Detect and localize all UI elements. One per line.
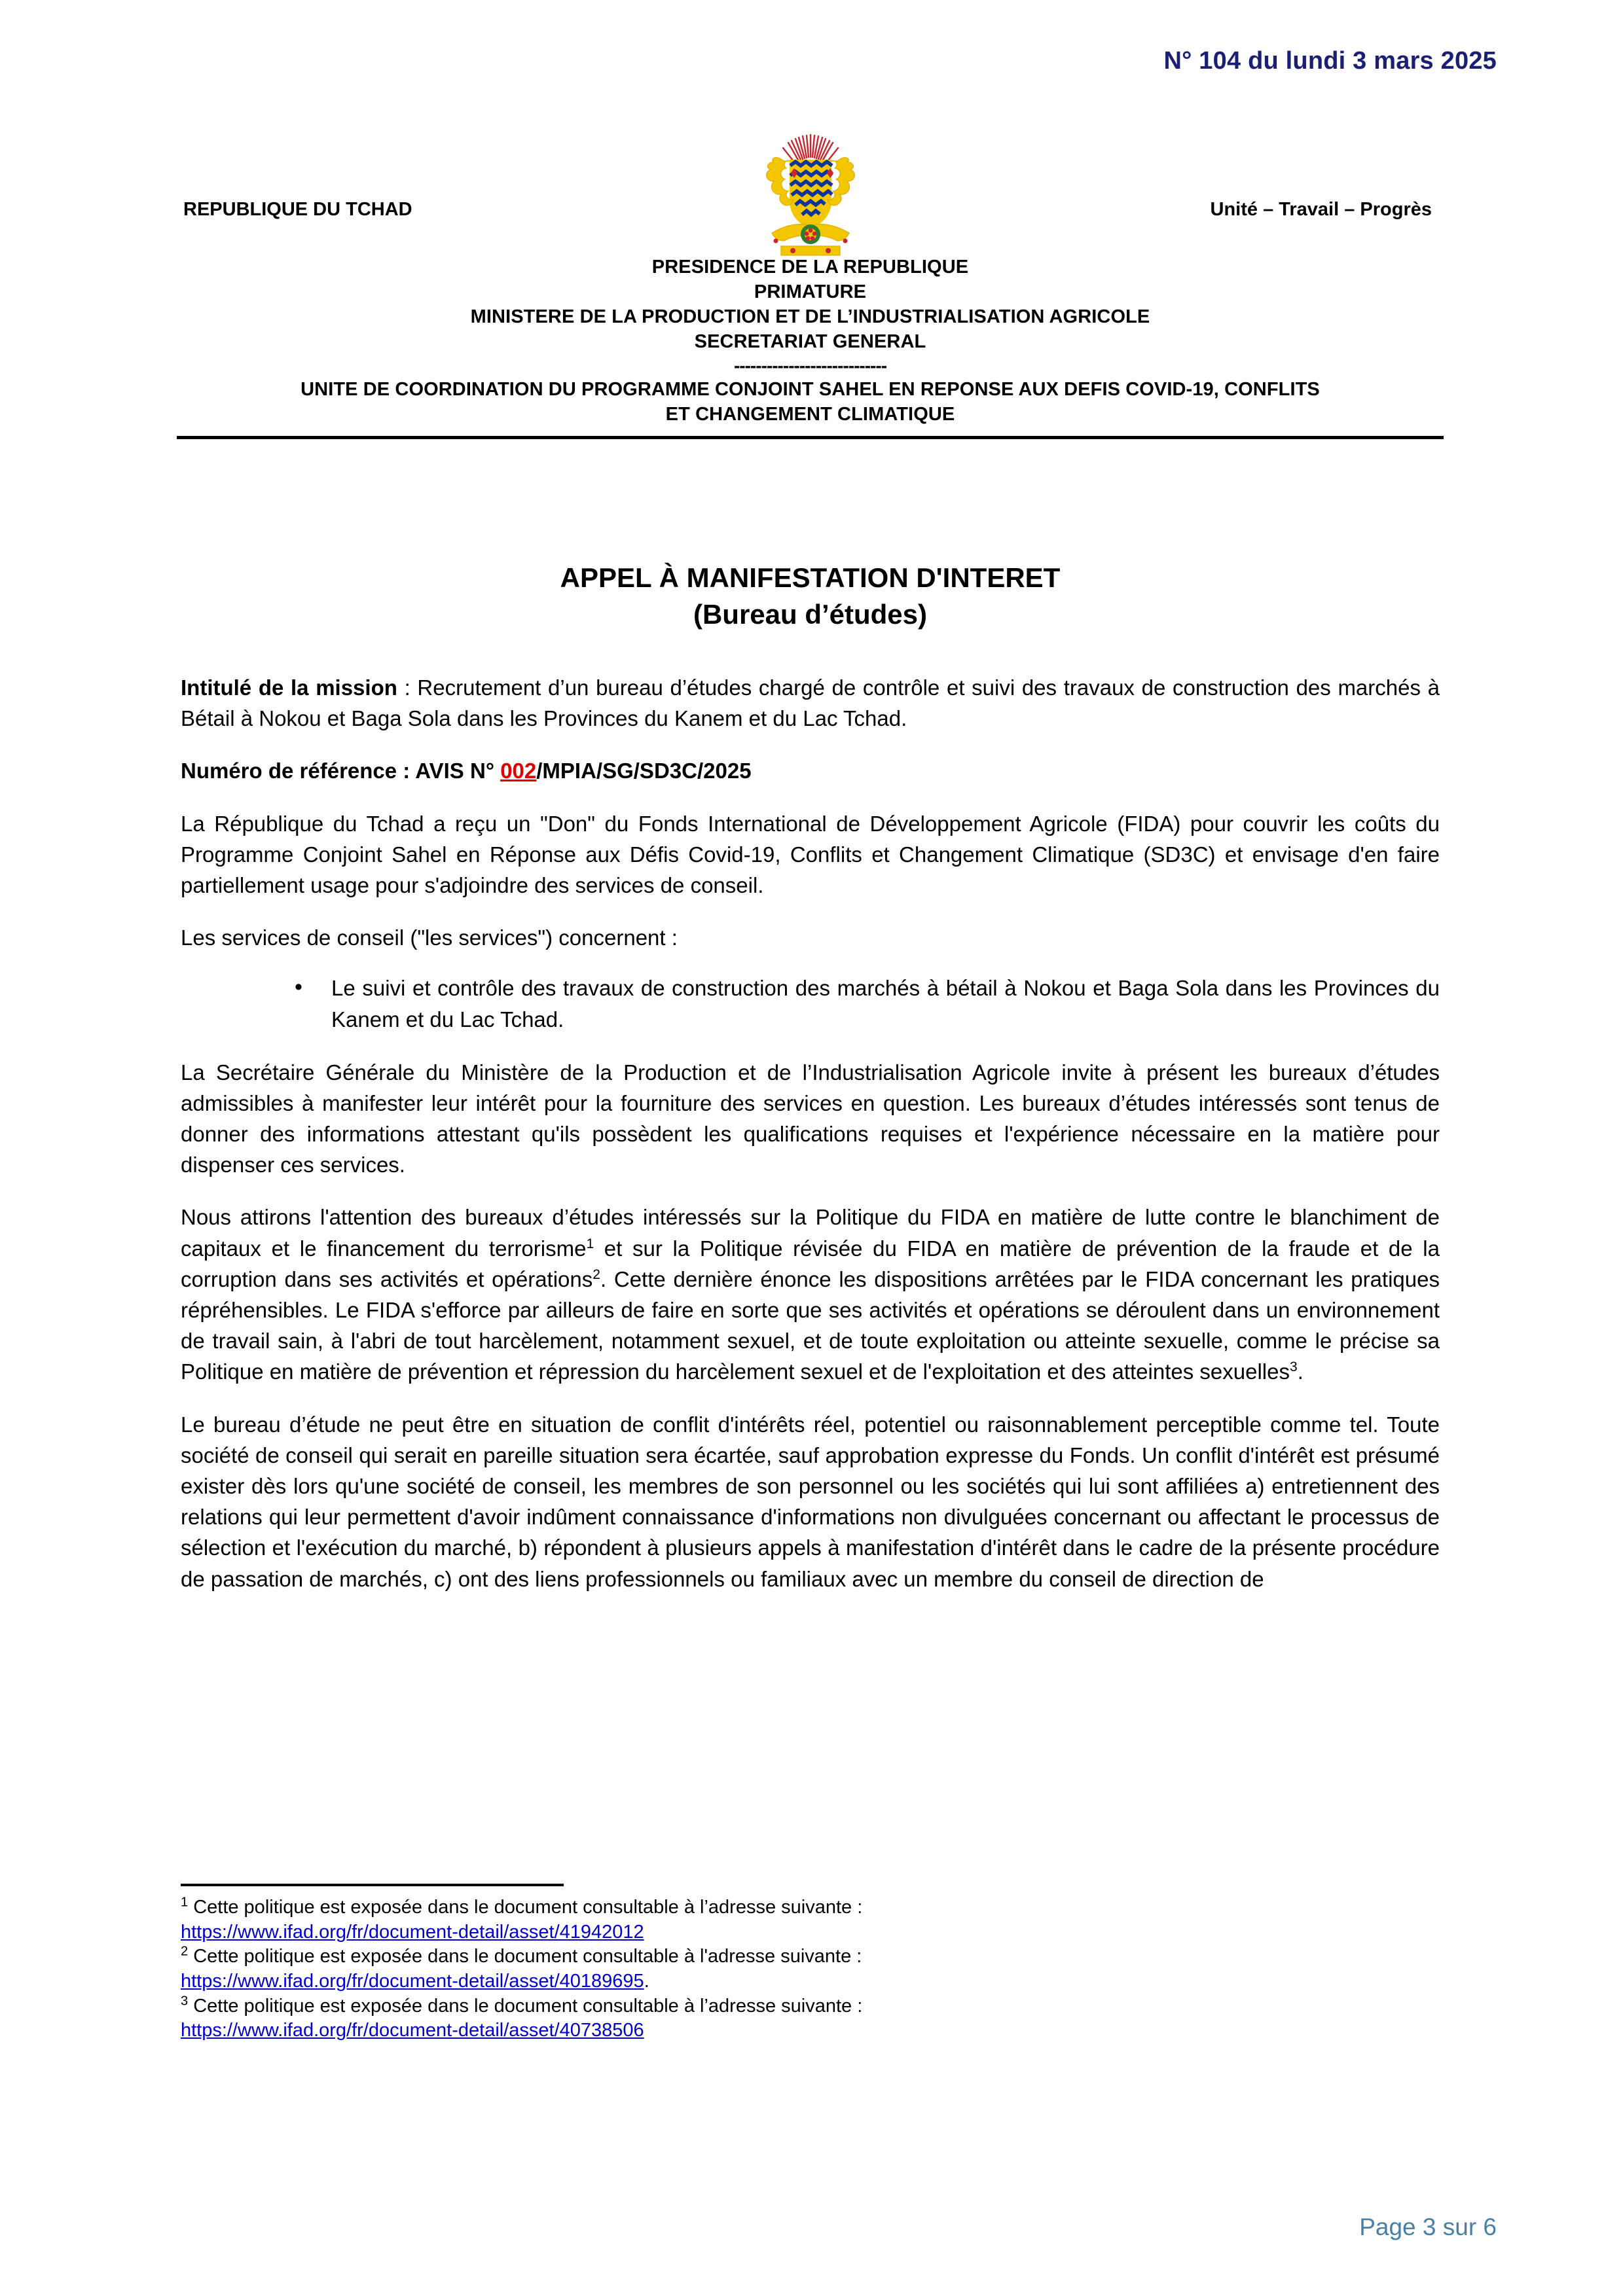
page-title-line-1: APPEL À MANIFESTATION D'INTERET <box>560 562 1061 593</box>
footnote-ref-2[interactable]: 2 <box>593 1266 600 1282</box>
list-item: • Le suivi et contrôle des travaux de construction des marchés à bétail à Nokou et Baga Sola dans les Provinces du Kanem et du Lac Tchad. <box>295 973 1440 1034</box>
letterhead-line-ministere: MINISTERE DE LA PRODUCTION ET DE L’INDUSTRIALISATION AGRICOLE <box>470 306 1150 327</box>
footnote-ref-3[interactable]: 3 <box>1290 1359 1298 1375</box>
services-list <box>181 973 1440 1034</box>
mission-paragraph <box>181 672 1440 734</box>
footnote-2-link[interactable]: https://www.ifad.org/fr/document-detail/asset/40189695 <box>181 1971 644 1992</box>
conflict-of-interest-paragraph: Le bureau d’étude ne peut être en situation de conflit d'intérêts réel, potentiel ou raisonnablement perceptible comme tel. Toute société de conseil qui serait en pareille situation sera écartée, sauf approbation expresse du Fonds. Un conflit d'intérêt est présumé exister dès lors qu'une société de conseil, les membres de son personnel ou les sociétés qui lui sont affiliées a) entretiennent des relations qui leur permettent d'avoir indûment connaissance d'informations non divulguées concernant ou affectant le processus de sélection et l'exécution du marché, b) répondent à plusieurs appels à manifestation d'intérêt dans le cadre de la présente procédure de passation de marchés, c) ont des liens professionnels ou familiaux avec un membre du conseil de direction de <box>181 1412 1440 1591</box>
mission-separator: : <box>397 675 418 700</box>
letterhead-line-secretariat: SECRETARIAT GENERAL <box>694 331 926 352</box>
mission-text: Recrutement d’un bureau d’études chargé de contrôle et suivi des travaux de construction des marchés à Bétail à Nokou et Baga Sola dans les Provinces du Kanem et du Lac Tchad. <box>181 675 1440 731</box>
footnote-1 <box>181 1895 1202 1945</box>
footnote-3-marker: 3 <box>181 1994 189 2009</box>
footnote-1-link[interactable]: https://www.ifad.org/fr/document-detail/asset/41942012 <box>181 1921 644 1943</box>
letterhead-line-primature: PRIMATURE <box>754 281 867 302</box>
footnote-2-text: Cette politique est exposée dans le document consultable à l'adresse suivante : <box>193 1946 862 1967</box>
letterhead-divider <box>177 436 1444 439</box>
policy-text-a: Nous attirons l'attention des bureaux d’études intéressés sur la Politique du FIDA en matière de lutte contre le blanchiment de capitaux et le financement du terrorisme <box>181 1205 1440 1261</box>
page-title-line-2: (Bureau d’études) <box>693 598 928 630</box>
footnote-2 <box>181 1945 1202 1994</box>
footnote-3 <box>181 1994 1202 2043</box>
footnote-1-marker: 1 <box>181 1895 189 1910</box>
reference-number: 002 <box>500 759 537 783</box>
letterhead-institution-lines <box>177 255 1444 427</box>
letterhead-country: REPUBLIQUE DU TCHAD <box>183 199 412 220</box>
reference-suffix: /MPIA/SG/SD3C/2025 <box>536 759 752 783</box>
page-title <box>177 560 1444 633</box>
reference-prefix: : AVIS N° <box>397 759 501 783</box>
services-intro-paragraph: Les services de conseil ("les services") concernent : <box>181 925 678 950</box>
letterhead-motto: Unité – Travail – Progrès <box>1210 199 1432 220</box>
chad-coat-of-arms-icon <box>742 131 879 259</box>
footnote-3-text: Cette politique est exposée dans le document consultable à l’adresse suivante : <box>193 1995 863 2017</box>
footnote-separator <box>181 1884 564 1886</box>
policy-paragraph <box>181 1202 1440 1387</box>
footnote-ref-1[interactable]: 1 <box>586 1236 594 1251</box>
footnote-2-marker: 2 <box>181 1944 189 1959</box>
letterhead-unit-line-1: UNITE DE COORDINATION DU PROGRAMME CONJOINT SAHEL EN REPONSE AUX DEFIS COVID-19, CONFLITS <box>301 378 1320 400</box>
running-head-issue: N° 104 du lundi 3 mars 2025 <box>1163 47 1497 75</box>
invitation-paragraph: La Secrétaire Générale du Ministère de la Production et de l’Industrialisation Agricole invite à présent les bureaux d’études admissibles à manifester leur intérêt pour la fourniture des services en question. Les bureaux d’études intéressés sont tenus de donner des informations attestant qu'ils possèdent les qualifications requises et l'expérience nécessaire en la matière pour dispenser ces services. <box>181 1060 1440 1177</box>
footnote-1-text: Cette politique est exposée dans le document consultable à l’adresse suivante : <box>193 1897 863 1918</box>
page-number-footer: Page 3 sur 6 <box>1359 2214 1497 2240</box>
letterhead-dash-separator: ---------------------------- <box>733 355 887 376</box>
letterhead <box>177 131 1444 444</box>
policy-text-c: . Cette dernière énonce les dispositions arrêtées par le FIDA concernant les pratiques répréhensibles. Le FIDA s'efforce par ailleurs de faire en sorte que ses activités et opérations se déroulent dans un environnement de travail sain, à l'abri de tout harcèlement, notamment sexuel, et de toute exploitation ou atteinte sexuelle, comme le précise sa Politique en matière de prévention et répression du harcèlement sexuel et de l'exploitation et des atteintes sexuelles <box>181 1266 1440 1384</box>
footnote-3-link[interactable]: https://www.ifad.org/fr/document-detail/asset/40738506 <box>181 2020 644 2041</box>
reference-label: Numéro de référence <box>181 759 397 783</box>
policy-text-b: et sur la Politique révisée du FIDA en matière de prévention de la fraude et de la corruption dans ses activités et opérations <box>181 1236 1440 1291</box>
letterhead-top-row <box>177 131 1444 255</box>
policy-text-d: . <box>1297 1359 1304 1384</box>
footnotes-section <box>181 1884 1202 2043</box>
mission-label: Intitulé de la mission <box>181 675 397 700</box>
document-body <box>181 672 1440 1616</box>
letterhead-unit-line-2: ET CHANGEMENT CLIMATIQUE <box>665 403 955 425</box>
footnote-2-trailing: . <box>644 1971 649 1992</box>
letterhead-line-presidence: PRESIDENCE DE LA REPUBLIQUE <box>651 257 969 278</box>
grant-paragraph: La République du Tchad a reçu un "Don" du Fonds International de Développement Agricole (FIDA) pour couvrir les coûts du Programme Conjoint Sahel en Réponse aux Défis Covid-19, Conflits et Changement Climatique (SD3C) et envisage d'en faire partiellement usage pour s'adjoindre des services de conseil. <box>181 811 1440 897</box>
reference-paragraph <box>181 755 1440 786</box>
